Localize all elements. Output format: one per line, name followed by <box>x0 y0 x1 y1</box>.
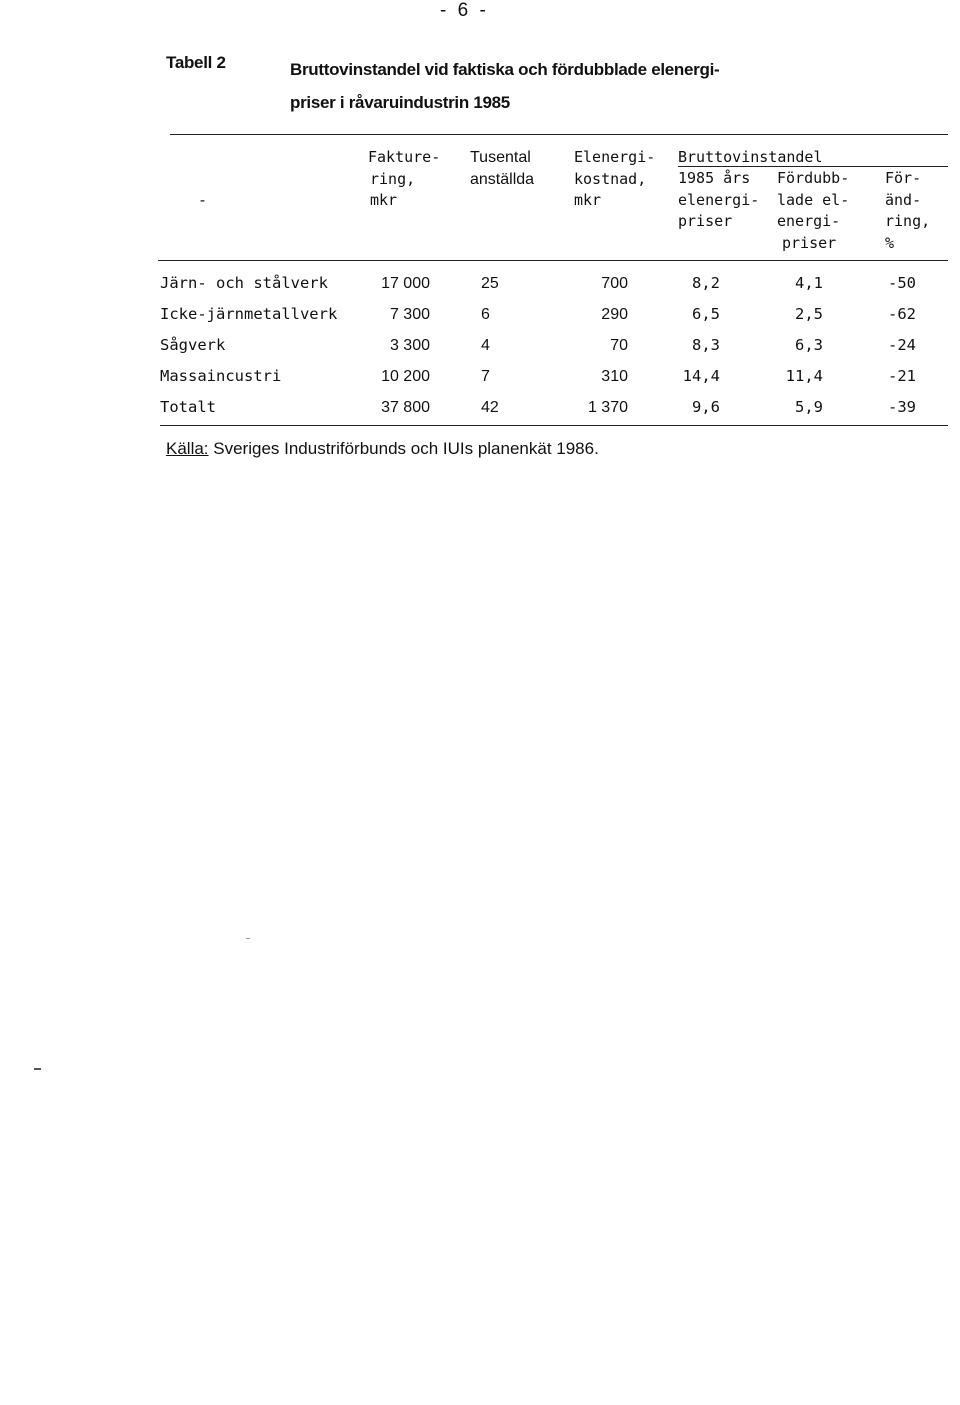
header-line: lade el- <box>777 190 850 209</box>
cell-forandring: -50 <box>888 274 916 292</box>
header-line: priser <box>782 233 837 252</box>
header-bottom-rule <box>158 260 948 261</box>
header-line: energi- <box>777 212 841 230</box>
header-line: mkr <box>574 191 602 209</box>
cell-fordubblade: 4,1 <box>795 274 823 292</box>
page-number: - 6 - <box>440 0 489 21</box>
header-line: Tusental <box>470 149 531 166</box>
caption-title-line: priser i råvaruindustrin 1985 <box>290 93 510 112</box>
table-caption-label: Tabell 2 <box>166 53 226 72</box>
header-line: Fakture- <box>368 148 441 166</box>
source-label: Källa: <box>166 439 209 458</box>
cell-forandring: -24 <box>888 336 916 354</box>
cell-tusental: 4 <box>481 337 490 354</box>
cell-fakturering: 7 300 <box>389 306 430 323</box>
header-line: mkr <box>370 191 398 209</box>
source-text: Sveriges Industriförbunds och IUIs planenkät 1986. <box>208 439 599 458</box>
row-label: Icke-järnmetallverk <box>160 305 338 323</box>
cell-fakturering: 37 800 <box>381 399 430 416</box>
header-line: % <box>885 233 895 252</box>
header-1985-ars-priser <box>678 168 759 233</box>
cell-1985-ars: 8,2 <box>692 274 720 292</box>
row-label: Sågverk <box>160 336 226 354</box>
header-line: anställda <box>470 170 535 188</box>
caption-title-line: Bruttovinstandel vid faktiska och fördubblade elenergi- <box>290 60 720 79</box>
table-caption-title <box>290 53 850 119</box>
cell-forandring: -62 <box>888 305 916 323</box>
cell-elenergi: 310 <box>601 368 628 385</box>
row-label: Totalt <box>160 398 216 416</box>
header-forandring <box>885 168 930 254</box>
header-bruttovinstandel: Bruttovinstandel <box>678 148 823 166</box>
cell-forandring: -39 <box>888 398 916 416</box>
scan-speck <box>246 938 250 939</box>
table-bottom-rule <box>160 425 948 426</box>
cell-elenergi: 700 <box>601 275 628 292</box>
header-elenergikostnad <box>574 147 655 212</box>
cell-tusental: 6 <box>481 306 490 323</box>
row-label: Massaincustri <box>160 367 282 385</box>
cell-fordubblade: 6,3 <box>795 336 823 354</box>
cell-fakturering: 3 300 <box>389 337 430 354</box>
cell-tusental: 7 <box>481 368 490 385</box>
header-line: ring, <box>370 169 416 188</box>
header-fordubblade-priser <box>777 168 849 254</box>
cell-tusental: 42 <box>481 399 499 416</box>
cell-elenergi: 290 <box>601 306 628 323</box>
table-source-note <box>166 439 599 459</box>
cell-forandring: -21 <box>888 367 916 385</box>
scan-speck <box>34 1068 41 1070</box>
cell-1985-ars: 8,3 <box>692 336 720 354</box>
header-line: Fördubb- <box>777 169 850 187</box>
header-line: 1985 års <box>678 169 751 187</box>
header-line: Elenergi- <box>574 148 656 166</box>
cell-fakturering: 10 200 <box>381 368 430 385</box>
header-fakturering <box>368 147 440 212</box>
row-label: Järn- och stålverk <box>160 274 328 292</box>
cell-fordubblade: 2,5 <box>795 305 823 323</box>
header-tusental <box>470 147 534 190</box>
cell-fakturering: 17 000 <box>381 275 430 292</box>
cell-tusental: 25 <box>481 275 499 292</box>
cell-1985-ars: 9,6 <box>692 398 720 416</box>
cell-elenergi: 70 <box>610 337 628 354</box>
header-line: För- <box>885 169 922 187</box>
header-line: priser <box>678 212 733 230</box>
header-line: elenergi- <box>678 190 760 209</box>
header-line: kostnad, <box>574 169 647 188</box>
table-top-rule <box>170 134 948 135</box>
header-line: änd- <box>885 190 922 209</box>
cell-1985-ars: 14,4 <box>682 367 720 385</box>
cell-elenergi: 1 370 <box>587 399 628 416</box>
cell-fordubblade: 5,9 <box>795 398 823 416</box>
cell-1985-ars: 6,5 <box>692 305 720 323</box>
header-dash: - <box>198 191 208 209</box>
header-line: ring, <box>885 212 931 230</box>
cell-fordubblade: 11,4 <box>785 367 823 385</box>
